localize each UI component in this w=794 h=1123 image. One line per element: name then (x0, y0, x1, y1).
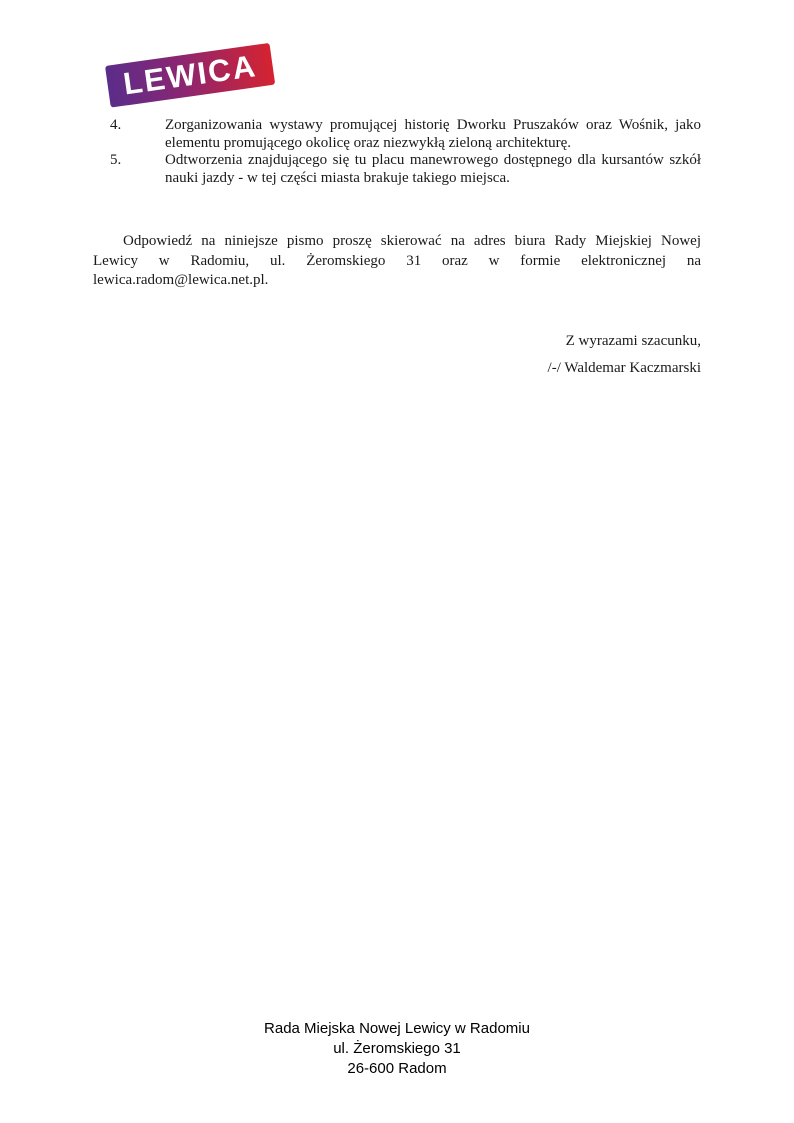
list-item-5-line-2: nauki jazdy - w tej części miasta brakuje takiego miejsca. (165, 169, 510, 186)
list-item-5-text (165, 152, 701, 187)
numbered-list (93, 117, 701, 187)
list-item-4-line-2: elementu promującego okolicę oraz niezwykłą zieloną architekturę. (165, 134, 572, 151)
reply-paragraph-line-1: Odpowiedź na niniejsze pismo proszę skierować na adres biura Rady Miejskiej Nowej (123, 233, 701, 249)
list-item-5-line-1: Odtworzenia znajdującego się tu placu manewrowego dostępnego dla kursantów szkół (165, 152, 701, 168)
list-item-4-text (165, 117, 701, 152)
signature-name: /-/ Waldemar Kaczmarski (547, 360, 701, 376)
reply-paragraph (93, 232, 701, 291)
list-item-4-number: 4. (110, 117, 122, 133)
footer-line-organization: Rada Miejska Nowej Lewicy w Radomiu (264, 1020, 530, 1037)
list-item-4-line-1: Zorganizowania wystawy promującej historię Dworku Pruszaków oraz Wośnik, jako (165, 117, 701, 133)
list-item-4 (93, 117, 701, 152)
footer-line-street: ul. Żeromskiego 31 (333, 1040, 461, 1057)
list-item-5-number: 5. (110, 152, 122, 168)
signature-block (548, 332, 701, 377)
list-item-5 (93, 152, 701, 187)
lewica-logo-wordmark: LEWICA (121, 47, 259, 101)
reply-paragraph-line-2: Lewicy w Radomiu, ul. Żeromskiego 31 oraz w formie elektronicznej na (93, 252, 701, 269)
lewica-logo (105, 43, 275, 108)
footer-line-city: 26-600 Radom (347, 1060, 447, 1077)
footer-address (0, 1019, 794, 1079)
signature-closing: Z wyrazami szacunku, (565, 333, 701, 349)
email-address: lewica.radom@lewica.net.pl. (93, 272, 269, 288)
